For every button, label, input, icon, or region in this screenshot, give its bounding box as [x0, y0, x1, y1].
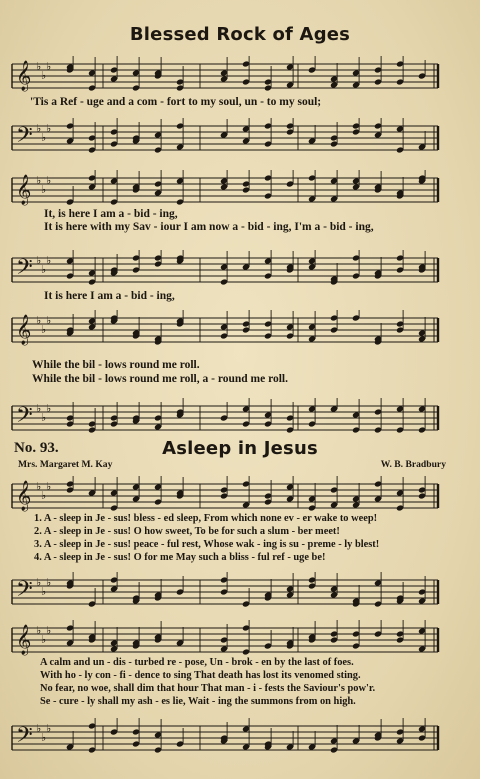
- svg-text:♭: ♭: [41, 585, 47, 598]
- lyric-line: While the bil - lows round me roll.: [32, 359, 200, 371]
- svg-text:𝄢: 𝄢: [16, 123, 33, 153]
- verse-line: 3. A - sleep in Je - sus! peace - ful rest, Whose wak - ing is su - preme - ly blest!: [34, 539, 380, 550]
- hymn-number: No. 93.: [14, 440, 59, 456]
- svg-text:♭: ♭: [36, 402, 42, 415]
- svg-text:♭: ♭: [36, 122, 42, 135]
- svg-text:♭: ♭: [46, 722, 52, 735]
- verse-line: A calm and un - dis - turbed re - pose, Un - brok - en by the last of foes.: [40, 657, 354, 668]
- svg-text:♭: ♭: [36, 314, 42, 327]
- svg-text:♭: ♭: [36, 480, 42, 493]
- svg-text:♭: ♭: [46, 576, 52, 589]
- svg-text:♭: ♭: [36, 624, 42, 637]
- bass-staff: [8, 118, 442, 158]
- svg-text:𝄢: 𝄢: [16, 403, 33, 433]
- svg-text:𝄞: 𝄞: [16, 175, 32, 205]
- hymn-title: Blessed Rock of Ages: [129, 24, 351, 45]
- svg-text:♭: ♭: [41, 263, 47, 276]
- svg-text:♭: ♭: [36, 174, 42, 187]
- composer-credit: W. B. Bradbury: [380, 459, 446, 470]
- svg-text:𝄢: 𝄢: [16, 577, 33, 607]
- svg-text:♭: ♭: [46, 254, 52, 267]
- treble-staff: [8, 476, 442, 516]
- bass-staff: [8, 718, 442, 758]
- svg-text:♭: ♭: [41, 183, 47, 196]
- treble-staff: [8, 170, 442, 210]
- svg-text:♭: ♭: [41, 69, 47, 82]
- svg-text:𝄞: 𝄞: [16, 481, 32, 511]
- verse-line: With ho - ly con - fi - dence to sing That death has lost its venomed sting.: [40, 670, 361, 681]
- svg-text:♭: ♭: [36, 722, 42, 735]
- svg-text:♭: ♭: [41, 323, 47, 336]
- svg-text:♭: ♭: [36, 60, 42, 73]
- svg-text:♭: ♭: [46, 122, 52, 135]
- svg-text:𝄢: 𝄢: [16, 723, 33, 753]
- verse-line: 4. A - sleep in Je - sus! O for me May such a bliss - ful ref - uge be!: [34, 552, 326, 563]
- lyric-line: It, is here I am a - bid - ing,: [44, 208, 178, 220]
- treble-staff: [8, 56, 442, 96]
- svg-text:♭: ♭: [41, 633, 47, 646]
- bass-staff: [8, 250, 442, 290]
- svg-text:♭: ♭: [41, 131, 47, 144]
- svg-text:♭: ♭: [46, 314, 52, 327]
- treble-staff: [8, 310, 442, 350]
- svg-text:𝄞: 𝄞: [16, 315, 32, 345]
- treble-staff: [8, 620, 442, 660]
- author-credit: Mrs. Margaret M. Kay: [18, 459, 113, 470]
- verse-line: 1. A - sleep in Je - sus! bless - ed sleep, From which none ev - er wake to weep!: [34, 513, 378, 524]
- svg-text:♭: ♭: [41, 731, 47, 744]
- svg-text:♭: ♭: [36, 254, 42, 267]
- svg-text:𝄞: 𝄞: [16, 61, 32, 91]
- svg-text:♭: ♭: [46, 402, 52, 415]
- verse-line: 2. A - sleep in Je - sus! O how sweet, To be for such a slum - ber meet!: [34, 526, 340, 537]
- bass-staff: [8, 572, 442, 612]
- lyric-line: 'Tis a Ref - uge and a com - fort to my soul, un - to my soul;: [30, 96, 322, 108]
- svg-text:♭: ♭: [46, 624, 52, 637]
- verse-line: Se - cure - ly shall my ash - es lie, Wait - ing the summons from on high.: [40, 696, 356, 707]
- svg-text:𝄢: 𝄢: [16, 255, 33, 285]
- svg-text:♭: ♭: [46, 174, 52, 187]
- hymn-title: Asleep in Jesus: [162, 438, 318, 459]
- lyric-line: It is here I am a - bid - ing,: [44, 290, 175, 302]
- svg-text:𝄞: 𝄞: [16, 625, 32, 655]
- svg-text:♭: ♭: [46, 60, 52, 73]
- lyric-line: While the bil - lows round me roll, a - round me roll.: [32, 373, 288, 385]
- bass-staff: [8, 398, 442, 438]
- lyric-line: It is here with my Sav - iour I am now a - bid - ing, I'm a - bid - ing,: [44, 221, 374, 233]
- svg-text:♭: ♭: [41, 411, 47, 424]
- svg-text:♭: ♭: [36, 576, 42, 589]
- svg-text:♭: ♭: [41, 489, 47, 502]
- svg-text:♭: ♭: [46, 480, 52, 493]
- verse-line: No fear, no woe, shall dim that hour That man - i - fests the Saviour's pow'r.: [40, 683, 376, 694]
